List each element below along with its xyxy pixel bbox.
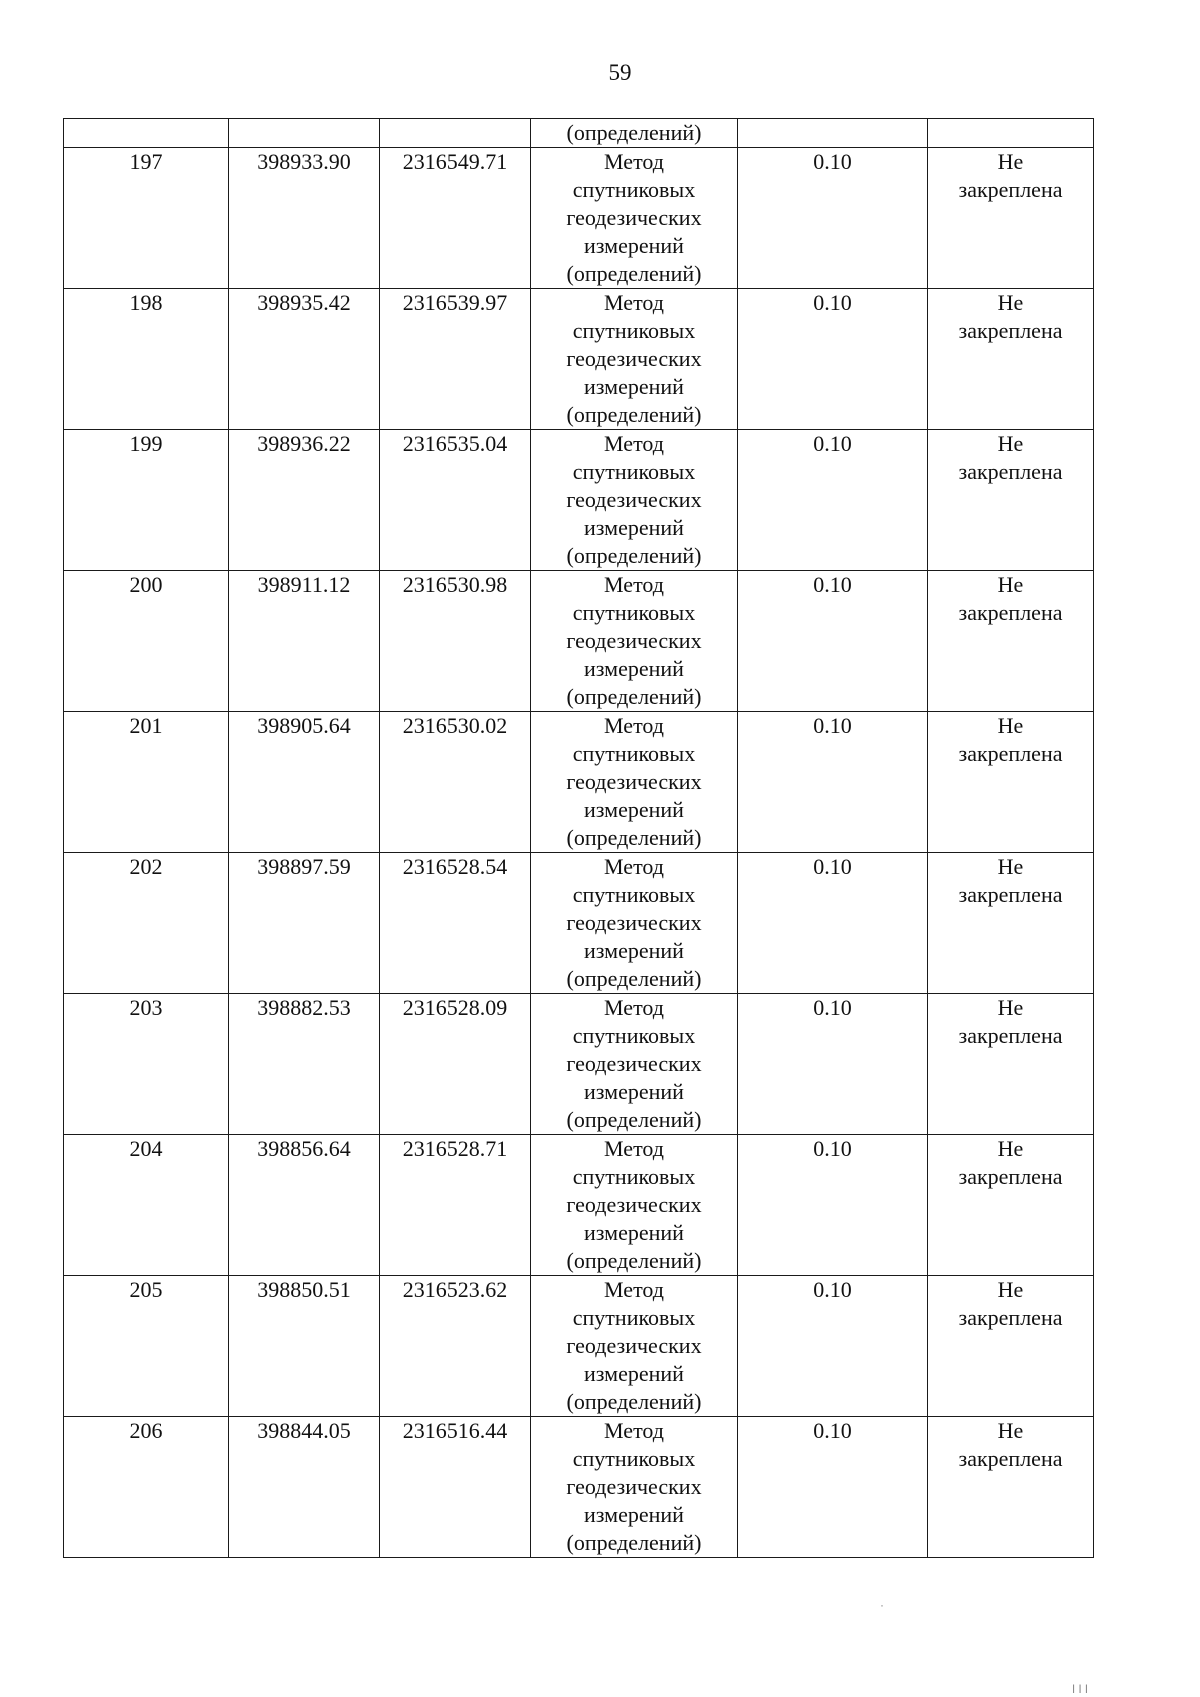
fixation-line: закреплена: [958, 882, 1063, 907]
method-line: Метод: [604, 149, 664, 174]
cell-point: 205: [64, 1276, 229, 1417]
fixation-line: Не: [997, 572, 1024, 597]
cell-method: [531, 712, 738, 853]
cell-x: 398850.51: [229, 1276, 380, 1417]
method-line: спутниковых: [572, 1446, 696, 1471]
cell-point: 202: [64, 853, 229, 994]
cell-fixation: [928, 148, 1094, 289]
cell-y: 2316539.97: [380, 289, 531, 430]
method-line: Метод: [604, 1277, 664, 1302]
method-line: Метод: [604, 572, 664, 597]
cell-precision: [738, 119, 928, 148]
fixation-line: закреплена: [958, 1446, 1063, 1471]
cell-precision: 0.10: [738, 712, 928, 853]
fixation-line: Не: [997, 995, 1024, 1020]
cell-precision: 0.10: [738, 289, 928, 430]
method-line: геодезических: [566, 628, 702, 653]
cell-y: 2316535.04: [380, 430, 531, 571]
method-line: спутниковых: [572, 1164, 696, 1189]
scan-mark: ·: [880, 1598, 884, 1612]
fixation-line: Не: [997, 149, 1024, 174]
cell-y: 2316528.71: [380, 1135, 531, 1276]
cell-point: 206: [64, 1417, 229, 1558]
cell-x: 398905.64: [229, 712, 380, 853]
cell-x: 398844.05: [229, 1417, 380, 1558]
coordinates-table: [63, 118, 1094, 1558]
method-line: (определений): [566, 1389, 702, 1414]
fixation-line: Не: [997, 431, 1024, 456]
method-line: (определений): [566, 402, 702, 427]
cell-method: [531, 571, 738, 712]
method-line: спутниковых: [572, 459, 696, 484]
cell-point: 204: [64, 1135, 229, 1276]
method-line: измерений: [584, 515, 684, 540]
fixation-line: закреплена: [958, 1164, 1063, 1189]
cell-y: 2316528.54: [380, 853, 531, 994]
cell-fixation: [928, 119, 1094, 148]
cell-precision: 0.10: [738, 853, 928, 994]
method-line: (определений): [566, 543, 702, 568]
cell-point: 201: [64, 712, 229, 853]
cell-x: 398897.59: [229, 853, 380, 994]
method-line: геодезических: [566, 769, 702, 794]
method-line: Метод: [604, 713, 664, 738]
cell-precision: 0.10: [738, 1276, 928, 1417]
method-line: измерений: [584, 938, 684, 963]
method-line: (определений): [566, 825, 702, 850]
fixation-line: Не: [997, 290, 1024, 315]
cell-point: [64, 119, 229, 148]
cell-x: 398935.42: [229, 289, 380, 430]
cell-y: [380, 119, 531, 148]
method-line: геодезических: [566, 1474, 702, 1499]
fixation-line: закреплена: [958, 600, 1063, 625]
cell-method: [531, 148, 738, 289]
table-body: [64, 119, 1094, 1558]
cell-fixation: [928, 1135, 1094, 1276]
cell-point: 200: [64, 571, 229, 712]
method-line: спутниковых: [572, 318, 696, 343]
cell-method: [531, 994, 738, 1135]
method-line: (определений): [566, 966, 702, 991]
fixation-line: закреплена: [958, 1305, 1063, 1330]
scan-mark: ǀ ǀ ǀ: [1072, 1682, 1089, 1696]
method-line: геодезических: [566, 910, 702, 935]
fixation-line: Не: [997, 1277, 1024, 1302]
cell-precision: 0.10: [738, 430, 928, 571]
method-line: (определений): [566, 684, 702, 709]
table-row: [64, 712, 1094, 853]
method-line: Метод: [604, 1136, 664, 1161]
method-line: измерений: [584, 1220, 684, 1245]
cell-y: 2316528.09: [380, 994, 531, 1135]
table-row: [64, 994, 1094, 1135]
cell-method: [531, 1417, 738, 1558]
table-row: [64, 1276, 1094, 1417]
method-line: измерений: [584, 797, 684, 822]
table-row: [64, 1135, 1094, 1276]
cell-y: 2316516.44: [380, 1417, 531, 1558]
cell-method: (определений): [531, 119, 738, 148]
fixation-line: закреплена: [958, 741, 1063, 766]
method-line: геодезических: [566, 1192, 702, 1217]
method-line: геодезических: [566, 346, 702, 371]
method-line: измерений: [584, 1361, 684, 1386]
method-line: (определений): [566, 1530, 702, 1555]
cell-precision: 0.10: [738, 148, 928, 289]
continued-row: [64, 119, 1094, 148]
cell-point: 198: [64, 289, 229, 430]
method-line: спутниковых: [572, 177, 696, 202]
cell-precision: 0.10: [738, 571, 928, 712]
method-line: спутниковых: [572, 882, 696, 907]
cell-method: [531, 289, 738, 430]
method-line: Метод: [604, 1418, 664, 1443]
cell-fixation: [928, 1276, 1094, 1417]
cell-method: [531, 430, 738, 571]
table-row: [64, 1417, 1094, 1558]
method-line: (определений): [566, 1248, 702, 1273]
table-row: [64, 289, 1094, 430]
cell-x: 398911.12: [229, 571, 380, 712]
method-line: геодезических: [566, 1333, 702, 1358]
method-line: геодезических: [566, 205, 702, 230]
method-line: измерений: [584, 1502, 684, 1527]
method-line: измерений: [584, 656, 684, 681]
method-line: Метод: [604, 431, 664, 456]
cell-x: [229, 119, 380, 148]
fixation-line: Не: [997, 1136, 1024, 1161]
cell-fixation: [928, 1417, 1094, 1558]
fixation-line: Не: [997, 1418, 1024, 1443]
method-line: спутниковых: [572, 600, 696, 625]
method-line: измерений: [584, 374, 684, 399]
method-line: (определений): [566, 261, 702, 286]
cell-precision: 0.10: [738, 1135, 928, 1276]
cell-precision: 0.10: [738, 1417, 928, 1558]
method-line: (определений): [566, 1107, 702, 1132]
cell-fixation: [928, 994, 1094, 1135]
fixation-line: закреплена: [958, 459, 1063, 484]
cell-method: [531, 853, 738, 994]
fixation-line: закреплена: [958, 177, 1063, 202]
cell-y: 2316530.02: [380, 712, 531, 853]
cell-y: 2316530.98: [380, 571, 531, 712]
method-line: геодезических: [566, 1051, 702, 1076]
cell-x: 398936.22: [229, 430, 380, 571]
cell-fixation: [928, 289, 1094, 430]
cell-method: [531, 1135, 738, 1276]
cell-precision: 0.10: [738, 994, 928, 1135]
fixation-line: закреплена: [958, 1023, 1063, 1048]
method-line: Метод: [604, 854, 664, 879]
cell-y: 2316523.62: [380, 1276, 531, 1417]
table-row: [64, 571, 1094, 712]
method-line: спутниковых: [572, 741, 696, 766]
table-row: [64, 430, 1094, 571]
cell-fixation: [928, 712, 1094, 853]
cell-x: 398856.64: [229, 1135, 380, 1276]
fixation-line: Не: [997, 854, 1024, 879]
cell-point: 199: [64, 430, 229, 571]
cell-point: 203: [64, 994, 229, 1135]
table-row: [64, 148, 1094, 289]
method-line: Метод: [604, 995, 664, 1020]
cell-point: 197: [64, 148, 229, 289]
fixation-line: Не: [997, 713, 1024, 738]
method-line: геодезических: [566, 487, 702, 512]
cell-fixation: [928, 430, 1094, 571]
method-line: измерений: [584, 1079, 684, 1104]
method-line: спутниковых: [572, 1023, 696, 1048]
fixation-line: закреплена: [958, 318, 1063, 343]
cell-fixation: [928, 853, 1094, 994]
cell-y: 2316549.71: [380, 148, 531, 289]
method-line: Метод: [604, 290, 664, 315]
method-line: измерений: [584, 233, 684, 258]
table-row: [64, 853, 1094, 994]
method-line: спутниковых: [572, 1305, 696, 1330]
cell-x: 398933.90: [229, 148, 380, 289]
page-number: 59: [608, 60, 632, 85]
cell-method: [531, 1276, 738, 1417]
cell-fixation: [928, 571, 1094, 712]
cell-x: 398882.53: [229, 994, 380, 1135]
